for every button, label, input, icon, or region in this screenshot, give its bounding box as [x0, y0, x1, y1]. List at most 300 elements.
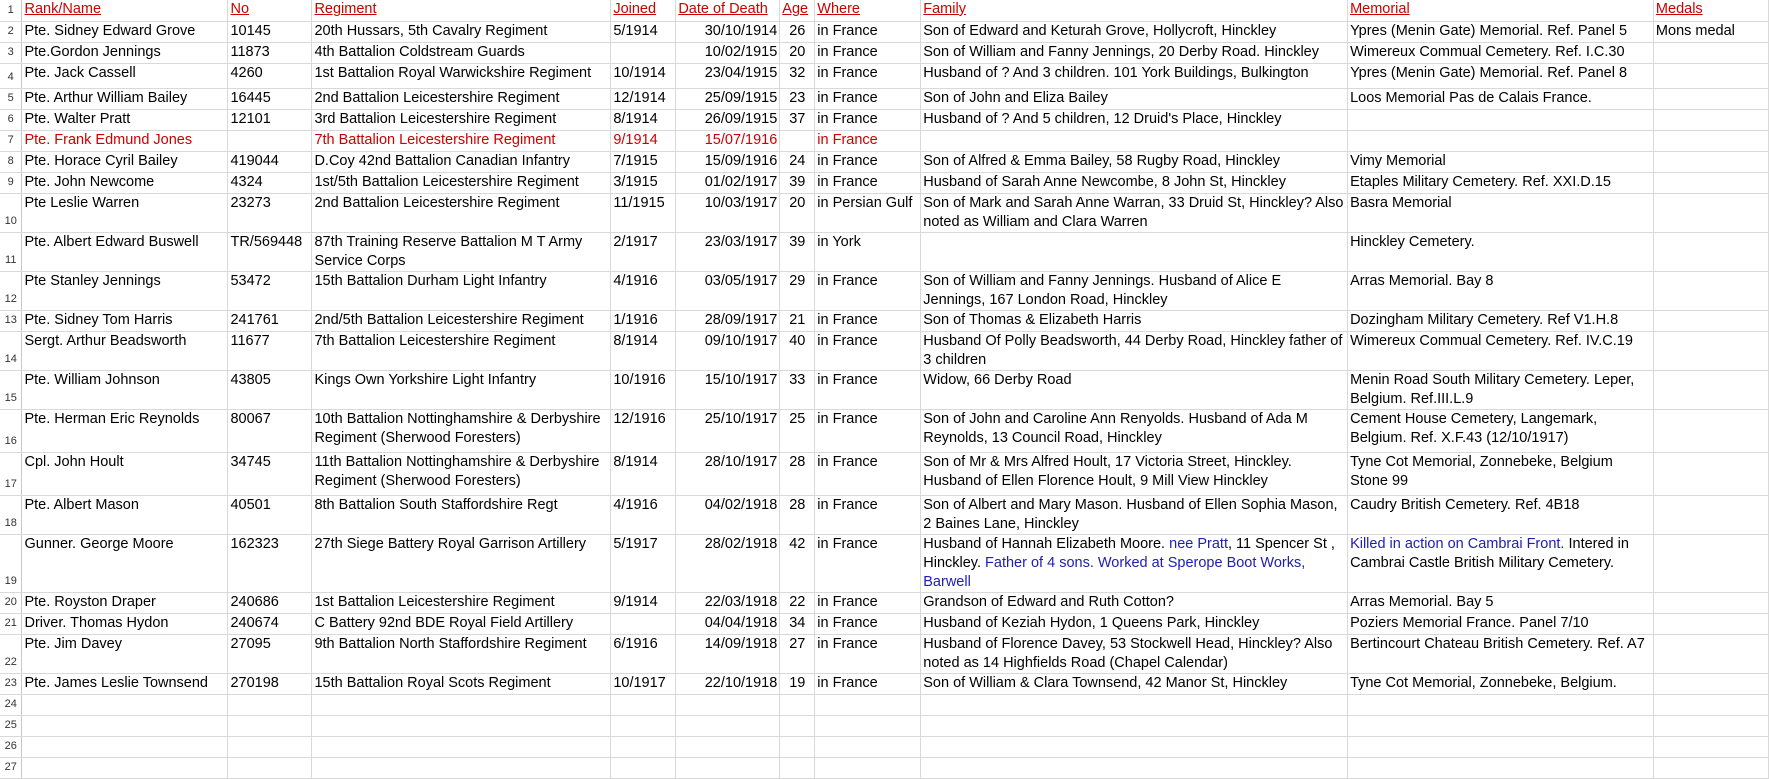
- cell-regiment[interactable]: 15th Battalion Royal Scots Regiment: [312, 673, 611, 694]
- empty-cell[interactable]: [1348, 736, 1654, 757]
- empty-cell[interactable]: [611, 757, 676, 778]
- cell-medals[interactable]: [1653, 495, 1768, 534]
- empty-cell[interactable]: [815, 757, 921, 778]
- family-text-part: Husband of Hannah Elizabeth Moore.: [923, 535, 1170, 552]
- table-row: [0, 151, 1769, 172]
- cell-no[interactable]: 4260: [228, 63, 312, 88]
- cell-rank-name[interactable]: Cpl. John Hoult: [22, 452, 228, 495]
- cell-age[interactable]: 29: [780, 271, 815, 310]
- cell-medals[interactable]: [1653, 63, 1768, 88]
- cell-age[interactable]: 40: [780, 331, 815, 370]
- header-age[interactable]: Age: [780, 0, 815, 21]
- header-where[interactable]: Where: [815, 0, 921, 21]
- empty-cell[interactable]: [1653, 715, 1768, 736]
- cell-regiment[interactable]: 2nd Battalion Leicestershire Regiment: [312, 193, 611, 232]
- cell-family[interactable]: Son of Alfred & Emma Bailey, 58 Rugby Road, Hinckley: [921, 151, 1348, 172]
- empty-cell[interactable]: [780, 694, 815, 715]
- cell-rank-name[interactable]: Pte.Gordon Jennings: [22, 42, 228, 63]
- cell-medals[interactable]: [1653, 331, 1768, 370]
- cell-where[interactable]: in France: [815, 42, 921, 63]
- cell-memorial[interactable]: Menin Road South Military Cemetery. Leper, Belgium. Ref.III.L.9: [1348, 370, 1654, 409]
- cell-no[interactable]: 40501: [228, 495, 312, 534]
- cell-rank-name[interactable]: Pte. Jack Cassell: [22, 63, 228, 88]
- empty-cell[interactable]: [780, 715, 815, 736]
- cell-memorial[interactable]: [1348, 130, 1654, 151]
- cell-rank-name[interactable]: Pte. John Newcome: [22, 172, 228, 193]
- cell-no[interactable]: 53472: [228, 271, 312, 310]
- cell-joined[interactable]: 8/1914: [611, 452, 676, 495]
- cell-family[interactable]: Son of John and Caroline Ann Renyolds. Husband of Ada M Reynolds, 13 Council Road, Hinckley: [921, 409, 1348, 452]
- cell-date-of-death[interactable]: 01/02/1917: [676, 172, 780, 193]
- table-row: [0, 172, 1769, 193]
- cell-joined[interactable]: 8/1914: [611, 331, 676, 370]
- cell-where[interactable]: in France: [815, 63, 921, 88]
- cell-regiment[interactable]: C Battery 92nd BDE Royal Field Artillery: [312, 613, 611, 634]
- cell-regiment[interactable]: 3rd Battalion Leicestershire Regiment: [312, 109, 611, 130]
- empty-cell[interactable]: [22, 736, 228, 757]
- header-family[interactable]: Family: [921, 0, 1348, 21]
- cell-no[interactable]: 34745: [228, 452, 312, 495]
- cell-no[interactable]: 27095: [228, 634, 312, 673]
- cell-regiment[interactable]: 7th Battalion Leicestershire Regiment: [312, 331, 611, 370]
- cell-family[interactable]: Husband Of Polly Beadsworth, 44 Derby Road, Hinckley father of 3 children: [921, 331, 1348, 370]
- cell-rank-name[interactable]: Pte. Albert Edward Buswell: [22, 232, 228, 271]
- cell-medals[interactable]: [1653, 634, 1768, 673]
- cell-where[interactable]: in France: [815, 409, 921, 452]
- cell-age[interactable]: 32: [780, 63, 815, 88]
- family-text-part: Father of 4 sons. Worked at Sperope Boot Works, Barwell: [923, 554, 1306, 590]
- cell-memorial[interactable]: Hinckley Cemetery.: [1348, 232, 1654, 271]
- cell-joined[interactable]: 12/1916: [611, 409, 676, 452]
- cell-family[interactable]: Son of William and Fanny Jennings, 20 Derby Road. Hinckley: [921, 42, 1348, 63]
- cell-joined[interactable]: 7/1915: [611, 151, 676, 172]
- cell-age[interactable]: 37: [780, 109, 815, 130]
- cell-memorial[interactable]: [1348, 534, 1654, 592]
- row-number: 12: [0, 271, 22, 310]
- cell-joined[interactable]: 10/1917: [611, 673, 676, 694]
- cell-joined[interactable]: 4/1916: [611, 495, 676, 534]
- empty-cell[interactable]: [22, 757, 228, 778]
- cell-date-of-death[interactable]: 23/04/1915: [676, 63, 780, 88]
- cell-where[interactable]: in France: [815, 534, 921, 592]
- cell-rank-name[interactable]: Pte Stanley Jennings: [22, 271, 228, 310]
- cell-date-of-death[interactable]: 15/10/1917: [676, 370, 780, 409]
- cell-rank-name[interactable]: Pte. James Leslie Townsend: [22, 673, 228, 694]
- header-date-of-death[interactable]: Date of Death: [676, 0, 780, 21]
- empty-cell[interactable]: [1653, 736, 1768, 757]
- cell-where[interactable]: in France: [815, 331, 921, 370]
- cell-where[interactable]: in France: [815, 109, 921, 130]
- empty-cell[interactable]: [611, 715, 676, 736]
- header-no[interactable]: No: [228, 0, 312, 21]
- cell-regiment[interactable]: 1st Battalion Royal Warwickshire Regiment: [312, 63, 611, 88]
- row-number: 21: [0, 613, 22, 634]
- cell-regiment[interactable]: 11th Battalion Nottinghamshire & Derbyshire Regiment (Sherwood Foresters): [312, 452, 611, 495]
- cell-rank-name[interactable]: Pte. Royston Draper: [22, 592, 228, 613]
- cell-family[interactable]: Husband of Sarah Anne Newcombe, 8 John St, Hinckley: [921, 172, 1348, 193]
- cell-where[interactable]: in France: [815, 21, 921, 42]
- cell-no[interactable]: 23273: [228, 193, 312, 232]
- cell-where[interactable]: in France: [815, 613, 921, 634]
- cell-medals[interactable]: [1653, 42, 1768, 63]
- table-row: [0, 130, 1769, 151]
- cell-age[interactable]: 27: [780, 634, 815, 673]
- empty-cell[interactable]: [312, 757, 611, 778]
- cell-date-of-death[interactable]: 23/03/1917: [676, 232, 780, 271]
- cell-medals[interactable]: [1653, 534, 1768, 592]
- cell-medals[interactable]: [1653, 130, 1768, 151]
- cell-medals[interactable]: [1653, 151, 1768, 172]
- cell-regiment[interactable]: 10th Battalion Nottinghamshire & Derbyshire Regiment (Sherwood Foresters): [312, 409, 611, 452]
- cell-regiment[interactable]: 20th Hussars, 5th Cavalry Regiment: [312, 21, 611, 42]
- cell-rank-name[interactable]: Pte. Albert Mason: [22, 495, 228, 534]
- cell-no[interactable]: 12101: [228, 109, 312, 130]
- cell-family[interactable]: Son of Mark and Sarah Anne Warran, 33 Druid St, Hinckley? Also noted as William and Clara Warren: [921, 193, 1348, 232]
- cell-family[interactable]: Son of Albert and Mary Mason. Husband of Ellen Sophia Mason, 2 Baines Lane, Hinckley: [921, 495, 1348, 534]
- cell-where[interactable]: in France: [815, 130, 921, 151]
- empty-cell[interactable]: [1348, 757, 1654, 778]
- empty-cell[interactable]: [228, 715, 312, 736]
- cell-joined[interactable]: 9/1914: [611, 592, 676, 613]
- cell-memorial[interactable]: Cement House Cemetery, Langemark, Belgium. Ref. X.F.43 (12/10/1917): [1348, 409, 1654, 452]
- cell-joined[interactable]: 2/1917: [611, 232, 676, 271]
- table-row: [0, 634, 1769, 673]
- cell-date-of-death[interactable]: 28/10/1917: [676, 452, 780, 495]
- empty-cell[interactable]: [676, 694, 780, 715]
- cell-memorial[interactable]: Caudry British Cemetery. Ref. 4B18: [1348, 495, 1654, 534]
- cell-age[interactable]: 28: [780, 495, 815, 534]
- cell-medals[interactable]: [1653, 370, 1768, 409]
- cell-no[interactable]: 16445: [228, 88, 312, 109]
- empty-cell[interactable]: [611, 694, 676, 715]
- cell-date-of-death[interactable]: 10/03/1917: [676, 193, 780, 232]
- cell-memorial[interactable]: [1348, 109, 1654, 130]
- cell-medals[interactable]: [1653, 172, 1768, 193]
- empty-cell[interactable]: [228, 757, 312, 778]
- empty-cell[interactable]: [312, 715, 611, 736]
- row-number: 22: [0, 634, 22, 673]
- cell-where[interactable]: in France: [815, 271, 921, 310]
- row-number: 19: [0, 534, 22, 592]
- cell-memorial[interactable]: Vimy Memorial: [1348, 151, 1654, 172]
- cell-date-of-death[interactable]: 28/02/1918: [676, 534, 780, 592]
- cell-joined[interactable]: [611, 42, 676, 63]
- cell-date-of-death[interactable]: 04/02/1918: [676, 495, 780, 534]
- cell-family[interactable]: Son of William & Clara Townsend, 42 Manor St, Hinckley: [921, 673, 1348, 694]
- cell-memorial[interactable]: Bertincourt Chateau British Cemetery. Ref. A7: [1348, 634, 1654, 673]
- empty-cell[interactable]: [1348, 694, 1654, 715]
- header-memorial[interactable]: Memorial: [1348, 0, 1654, 21]
- empty-cell[interactable]: [815, 694, 921, 715]
- cell-medals[interactable]: [1653, 193, 1768, 232]
- cell-no[interactable]: 4324: [228, 172, 312, 193]
- cell-where[interactable]: in France: [815, 495, 921, 534]
- header-regiment[interactable]: Regiment: [312, 0, 611, 21]
- cell-regiment[interactable]: 2nd/5th Battalion Leicestershire Regiment: [312, 310, 611, 331]
- cell-family[interactable]: [921, 232, 1348, 271]
- cell-date-of-death[interactable]: 22/10/1918: [676, 673, 780, 694]
- cell-family[interactable]: Husband of Florence Davey, 53 Stockwell Head, Hinckley? Also noted as 14 Highfields Road (Chapel Calendar): [921, 634, 1348, 673]
- empty-cell[interactable]: [921, 694, 1348, 715]
- cell-rank-name[interactable]: Pte. Jim Davey: [22, 634, 228, 673]
- cell-family[interactable]: Husband of Keziah Hydon, 1 Queens Park, Hinckley: [921, 613, 1348, 634]
- empty-cell[interactable]: [22, 694, 228, 715]
- row-number: 26: [0, 736, 22, 757]
- cell-age[interactable]: 25: [780, 409, 815, 452]
- empty-cell[interactable]: [921, 757, 1348, 778]
- cell-regiment[interactable]: 8th Battalion South Staffordshire Regt: [312, 495, 611, 534]
- cell-no[interactable]: 10145: [228, 21, 312, 42]
- empty-cell[interactable]: [676, 715, 780, 736]
- cell-no[interactable]: 11873: [228, 42, 312, 63]
- cell-age[interactable]: 23: [780, 88, 815, 109]
- cell-medals[interactable]: [1653, 452, 1768, 495]
- cell-rank-name[interactable]: Pte. Horace Cyril Bailey: [22, 151, 228, 172]
- cell-where[interactable]: in Persian Gulf: [815, 193, 921, 232]
- cell-medals[interactable]: [1653, 613, 1768, 634]
- cell-where[interactable]: in France: [815, 370, 921, 409]
- cell-no[interactable]: 43805: [228, 370, 312, 409]
- cell-family[interactable]: [921, 534, 1348, 592]
- cell-family[interactable]: Son of John and Eliza Bailey: [921, 88, 1348, 109]
- cell-date-of-death[interactable]: 09/10/1917: [676, 331, 780, 370]
- header-rank-name[interactable]: Rank/Name: [22, 0, 228, 21]
- cell-date-of-death[interactable]: 15/07/1916: [676, 130, 780, 151]
- cell-memorial[interactable]: Poziers Memorial France. Panel 7/10: [1348, 613, 1654, 634]
- empty-cell[interactable]: [228, 736, 312, 757]
- empty-row: [0, 715, 1769, 736]
- cell-rank-name[interactable]: Pte. Sidney Edward Grove: [22, 21, 228, 42]
- cell-date-of-death[interactable]: 03/05/1917: [676, 271, 780, 310]
- cell-joined[interactable]: 9/1914: [611, 130, 676, 151]
- row-number: 8: [0, 151, 22, 172]
- row-number: 6: [0, 109, 22, 130]
- empty-cell[interactable]: [1653, 757, 1768, 778]
- cell-medals[interactable]: [1653, 592, 1768, 613]
- cell-joined[interactable]: 5/1914: [611, 21, 676, 42]
- cell-date-of-death[interactable]: 25/09/1915: [676, 88, 780, 109]
- empty-cell[interactable]: [228, 694, 312, 715]
- cell-memorial[interactable]: Arras Memorial. Bay 5: [1348, 592, 1654, 613]
- cell-age[interactable]: 24: [780, 151, 815, 172]
- cell-rank-name[interactable]: Pte. Arthur William Bailey: [22, 88, 228, 109]
- cell-joined[interactable]: 8/1914: [611, 109, 676, 130]
- cell-rank-name[interactable]: Pte. Sidney Tom Harris: [22, 310, 228, 331]
- cell-medals[interactable]: [1653, 673, 1768, 694]
- cell-rank-name[interactable]: Sergt. Arthur Beadsworth: [22, 331, 228, 370]
- cell-memorial[interactable]: Loos Memorial Pas de Calais France.: [1348, 88, 1654, 109]
- cell-memorial[interactable]: Etaples Military Cemetery. Ref. XXI.D.15: [1348, 172, 1654, 193]
- table-row: [0, 370, 1769, 409]
- cell-medals[interactable]: Mons medal: [1653, 21, 1768, 42]
- empty-cell[interactable]: [312, 694, 611, 715]
- cell-age[interactable]: 28: [780, 452, 815, 495]
- cell-regiment[interactable]: Kings Own Yorkshire Light Infantry: [312, 370, 611, 409]
- cell-memorial[interactable]: Ypres (Menin Gate) Memorial. Ref. Panel 5: [1348, 21, 1654, 42]
- table-row: [0, 271, 1769, 310]
- cell-rank-name[interactable]: Pte. Walter Pratt: [22, 109, 228, 130]
- cell-joined[interactable]: 5/1917: [611, 534, 676, 592]
- row-number: 20: [0, 592, 22, 613]
- cell-age[interactable]: 22: [780, 592, 815, 613]
- cell-memorial[interactable]: Wimereux Commual Cemetery. Ref. IV.C.19: [1348, 331, 1654, 370]
- cell-family[interactable]: Son of Mr & Mrs Alfred Hoult, 17 Victoria Street, Hinckley. Husband of Ellen Florence Hoult, 9 Mill View Hinckley: [921, 452, 1348, 495]
- cell-date-of-death[interactable]: 22/03/1918: [676, 592, 780, 613]
- cell-family[interactable]: Grandson of Edward and Ruth Cotton?: [921, 592, 1348, 613]
- family-text-part: , 11 Spencer St , Hinckley.: [923, 535, 1335, 571]
- cell-rank-name[interactable]: Pte. Frank Edmund Jones: [22, 130, 228, 151]
- empty-cell[interactable]: [1653, 694, 1768, 715]
- cell-joined[interactable]: 1/1916: [611, 310, 676, 331]
- cell-medals[interactable]: [1653, 271, 1768, 310]
- cell-where[interactable]: in France: [815, 634, 921, 673]
- row-number: 9: [0, 172, 22, 193]
- cell-joined[interactable]: 3/1915: [611, 172, 676, 193]
- empty-cell[interactable]: [921, 736, 1348, 757]
- empty-row: [0, 694, 1769, 715]
- cell-no[interactable]: 419044: [228, 151, 312, 172]
- cell-age[interactable]: 20: [780, 42, 815, 63]
- cell-where[interactable]: in France: [815, 151, 921, 172]
- cell-regiment[interactable]: 1st/5th Battalion Leicestershire Regiment: [312, 172, 611, 193]
- cell-medals[interactable]: [1653, 232, 1768, 271]
- cell-where[interactable]: in France: [815, 673, 921, 694]
- cell-regiment[interactable]: 9th Battalion North Staffordshire Regiment: [312, 634, 611, 673]
- cell-regiment[interactable]: 27th Siege Battery Royal Garrison Artillery: [312, 534, 611, 592]
- empty-cell[interactable]: [1348, 715, 1654, 736]
- cell-regiment[interactable]: 4th Battalion Coldstream Guards: [312, 42, 611, 63]
- empty-cell[interactable]: [611, 736, 676, 757]
- cell-joined[interactable]: [611, 613, 676, 634]
- cell-memorial[interactable]: Tyne Cot Memorial, Zonnebeke, Belgium.: [1348, 673, 1654, 694]
- header-joined[interactable]: Joined: [611, 0, 676, 21]
- cell-family[interactable]: [921, 130, 1348, 151]
- cell-rank-name[interactable]: Pte. William Johnson: [22, 370, 228, 409]
- empty-cell[interactable]: [780, 736, 815, 757]
- cell-where[interactable]: in France: [815, 88, 921, 109]
- cell-age[interactable]: 34: [780, 613, 815, 634]
- table-row: [0, 232, 1769, 271]
- cell-rank-name[interactable]: Pte Leslie Warren: [22, 193, 228, 232]
- cell-age[interactable]: 39: [780, 232, 815, 271]
- cell-medals[interactable]: [1653, 109, 1768, 130]
- empty-cell[interactable]: [676, 757, 780, 778]
- cell-family[interactable]: Husband of ? And 3 children. 101 York Buildings, Bulkington: [921, 63, 1348, 88]
- cell-family[interactable]: Son of Thomas & Elizabeth Harris: [921, 310, 1348, 331]
- cell-regiment[interactable]: 7th Battalion Leicestershire Regiment: [312, 130, 611, 151]
- cell-no[interactable]: 80067: [228, 409, 312, 452]
- empty-cell[interactable]: [921, 715, 1348, 736]
- cell-age[interactable]: 19: [780, 673, 815, 694]
- cell-date-of-death[interactable]: 26/09/1915: [676, 109, 780, 130]
- table-row: [0, 193, 1769, 232]
- empty-cell[interactable]: [676, 736, 780, 757]
- cell-date-of-death[interactable]: 30/10/1914: [676, 21, 780, 42]
- cell-date-of-death[interactable]: 14/09/1918: [676, 634, 780, 673]
- row-number: 4: [0, 63, 22, 88]
- cell-no[interactable]: 11677: [228, 331, 312, 370]
- cell-rank-name[interactable]: Driver. Thomas Hydon: [22, 613, 228, 634]
- cell-no[interactable]: 240686: [228, 592, 312, 613]
- cell-medals[interactable]: [1653, 310, 1768, 331]
- cell-joined[interactable]: 10/1916: [611, 370, 676, 409]
- row-number: 24: [0, 694, 22, 715]
- cell-date-of-death[interactable]: 10/02/1915: [676, 42, 780, 63]
- cell-age[interactable]: 20: [780, 193, 815, 232]
- cell-family[interactable]: Son of Edward and Keturah Grove, Hollycroft, Hinckley: [921, 21, 1348, 42]
- cell-age[interactable]: 26: [780, 21, 815, 42]
- cell-no[interactable]: TR/569448: [228, 232, 312, 271]
- cell-no[interactable]: 240674: [228, 613, 312, 634]
- cell-memorial[interactable]: Basra Memorial: [1348, 193, 1654, 232]
- cell-regiment[interactable]: 15th Battalion Durham Light Infantry: [312, 271, 611, 310]
- row-number: 13: [0, 310, 22, 331]
- cell-memorial[interactable]: Tyne Cot Memorial, Zonnebeke, Belgium Stone 99: [1348, 452, 1654, 495]
- cell-regiment[interactable]: D.Coy 42nd Battalion Canadian Infantry: [312, 151, 611, 172]
- cell-age[interactable]: 21: [780, 310, 815, 331]
- empty-cell[interactable]: [22, 715, 228, 736]
- cell-date-of-death[interactable]: 28/09/1917: [676, 310, 780, 331]
- cell-joined[interactable]: 6/1916: [611, 634, 676, 673]
- cell-date-of-death[interactable]: 25/10/1917: [676, 409, 780, 452]
- cell-joined[interactable]: 12/1914: [611, 88, 676, 109]
- memorial-text-part: Killed in action on Cambrai Front.: [1350, 535, 1565, 552]
- cell-joined[interactable]: 11/1915: [611, 193, 676, 232]
- cell-date-of-death[interactable]: 04/04/1918: [676, 613, 780, 634]
- cell-memorial[interactable]: Dozingham Military Cemetery. Ref V1.H.8: [1348, 310, 1654, 331]
- cell-age[interactable]: 39: [780, 172, 815, 193]
- cell-regiment[interactable]: 2nd Battalion Leicestershire Regiment: [312, 88, 611, 109]
- cell-no[interactable]: 270198: [228, 673, 312, 694]
- cell-memorial[interactable]: Wimereux Commual Cemetery. Ref. I.C.30: [1348, 42, 1654, 63]
- empty-row: [0, 757, 1769, 778]
- cell-age[interactable]: [780, 130, 815, 151]
- cell-family[interactable]: Widow, 66 Derby Road: [921, 370, 1348, 409]
- cell-age[interactable]: 42: [780, 534, 815, 592]
- cell-joined[interactable]: 4/1916: [611, 271, 676, 310]
- cell-age[interactable]: 33: [780, 370, 815, 409]
- cell-medals[interactable]: [1653, 409, 1768, 452]
- empty-row: [0, 736, 1769, 757]
- cell-family[interactable]: Husband of ? And 5 children, 12 Druid's Place, Hinckley: [921, 109, 1348, 130]
- cell-regiment[interactable]: 87th Training Reserve Battalion M T Army Service Corps: [312, 232, 611, 271]
- cell-memorial[interactable]: Arras Memorial. Bay 8: [1348, 271, 1654, 310]
- cell-date-of-death[interactable]: 15/09/1916: [676, 151, 780, 172]
- empty-cell[interactable]: [780, 757, 815, 778]
- cell-joined[interactable]: 10/1914: [611, 63, 676, 88]
- cell-memorial[interactable]: Ypres (Menin Gate) Memorial. Ref. Panel 8: [1348, 63, 1654, 88]
- cell-rank-name[interactable]: Pte. Herman Eric Reynolds: [22, 409, 228, 452]
- empty-cell[interactable]: [312, 736, 611, 757]
- cell-no[interactable]: 162323: [228, 534, 312, 592]
- table-row: [0, 310, 1769, 331]
- cell-rank-name[interactable]: Gunner. George Moore: [22, 534, 228, 592]
- cell-where[interactable]: in York: [815, 232, 921, 271]
- cell-no[interactable]: 241761: [228, 310, 312, 331]
- cell-medals[interactable]: [1653, 88, 1768, 109]
- cell-family[interactable]: Son of William and Fanny Jennings. Husband of Alice E Jennings, 167 London Road, Hinckley: [921, 271, 1348, 310]
- empty-cell[interactable]: [815, 715, 921, 736]
- empty-cell[interactable]: [815, 736, 921, 757]
- table-row: [0, 592, 1769, 613]
- cell-regiment[interactable]: 1st Battalion Leicestershire Regiment: [312, 592, 611, 613]
- cell-where[interactable]: in France: [815, 592, 921, 613]
- header-medals[interactable]: Medals: [1653, 0, 1768, 21]
- cell-where[interactable]: in France: [815, 452, 921, 495]
- cell-no[interactable]: [228, 130, 312, 151]
- cell-where[interactable]: in France: [815, 172, 921, 193]
- cell-where[interactable]: in France: [815, 310, 921, 331]
